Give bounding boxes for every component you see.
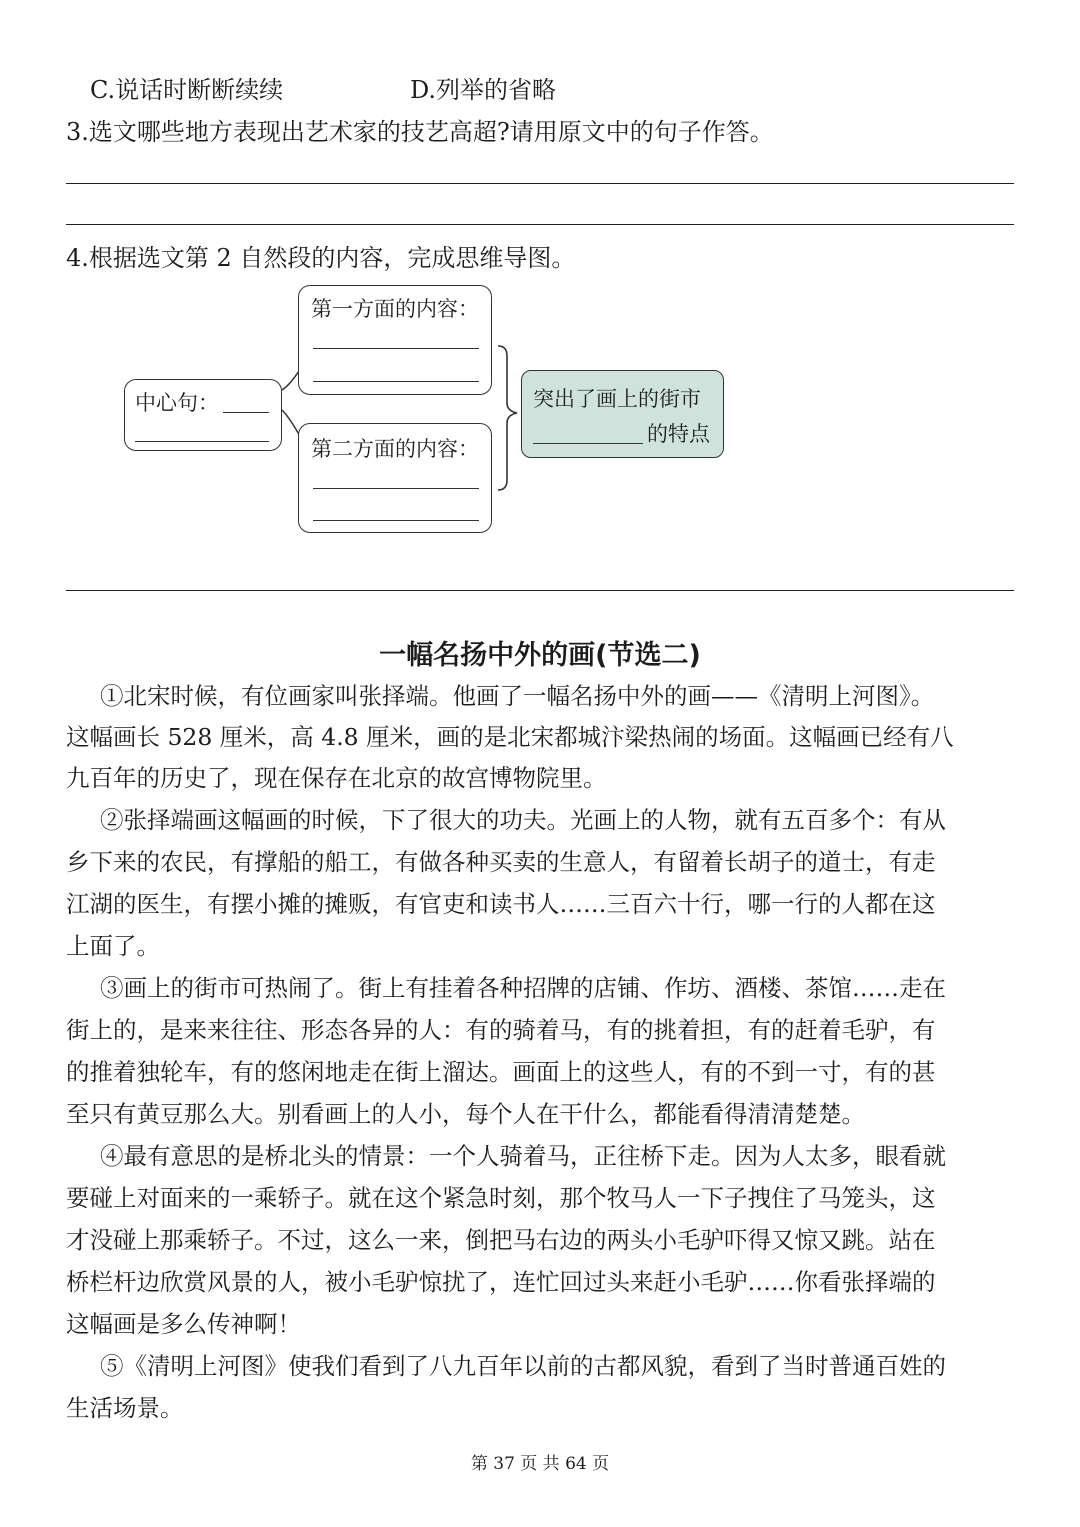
result-line-2-suffix: 的特点	[647, 422, 710, 446]
mind-map-connectors	[0, 0, 1080, 560]
passage-line: 桥栏杆边欣赏风景的人，被小毛驴惊扰了，连忙回过头来赶小毛驴……你看张择端的	[66, 1268, 936, 1296]
passage-line: 乡下来的农民，有撑船的船工，有做各种买卖的生意人，有留着长胡子的道士，有走	[66, 848, 936, 876]
passage-line: 至只有黄豆那么大。别看画上的人小，每个人在干什么，都能看得清清楚楚。	[66, 1100, 865, 1128]
passage-line: ②张择端画这幅画的时候，下了很大的功夫。光画上的人物，就有五百多个：有从	[100, 806, 946, 834]
passage-line: 才没碰上那乘轿子。不过，这么一来，倒把马右边的两头小毛驴吓得又惊又跳。站在	[66, 1226, 936, 1254]
passage-line: 江湖的医生，有摆小摊的摊贩，有官吏和读书人……三百六十行，哪一行的人都在这	[66, 890, 936, 918]
passage-line: ⑤《清明上河图》使我们看到了八九百年以前的古都风貌，看到了当时普通百姓的	[100, 1352, 946, 1380]
passage-line: 这幅画是多么传神啊！	[66, 1310, 301, 1338]
passage-line: 要碰上对面来的一乘轿子。就在这个紧急时刻，那个牧马人一下子拽住了马笼头，这	[66, 1184, 936, 1212]
result-blank[interactable]	[533, 443, 643, 444]
passage-line: 生活场景。	[66, 1394, 184, 1422]
result-box	[521, 370, 724, 458]
passage-line: 这幅画长 528 厘米，高 4.8 厘米，画的是北宋都城汴梁热闹的场面。这幅画已经有八	[66, 723, 954, 751]
option-d: D.列举的省略	[410, 76, 557, 104]
passage-line: ③画上的街市可热闹了。街上有挂着各种招牌的店铺、作坊、酒楼、茶馆……走在	[100, 974, 946, 1002]
passage-title: 一幅名扬中外的画(节选二)	[379, 640, 701, 671]
first-aspect-box	[298, 285, 492, 395]
center-blank-2[interactable]	[135, 441, 269, 442]
passage-line: ①北宋时候，有位画家叫张择端。他画了一幅名扬中外的画——《清明上河图》。	[100, 682, 935, 710]
page-footer: 第 37 页 共 64 页	[470, 1454, 610, 1474]
passage-line: 九百年的历史了，现在保存在北京的故宫博物院里。	[66, 764, 607, 792]
second-aspect-blank-1[interactable]	[313, 488, 479, 489]
center-sentence-label: 中心句：	[135, 391, 219, 415]
second-aspect-label: 第二方面的内容：	[311, 437, 479, 461]
passage-line: 上面了。	[66, 932, 160, 960]
question-3: 3.选文哪些地方表现出艺术家的技艺高超?请用原文中的句子作答。	[66, 118, 774, 146]
second-aspect-box	[298, 423, 492, 533]
passage-line: 街上的，是来来往往、形态各异的人：有的骑着马，有的挑着担，有的赶着毛驴，有	[66, 1016, 936, 1044]
center-sentence-box	[124, 379, 282, 451]
first-aspect-blank-1[interactable]	[313, 348, 479, 349]
second-aspect-blank-2[interactable]	[313, 520, 479, 521]
option-c: C.说话时断断续续	[90, 76, 284, 104]
section-divider	[66, 590, 1014, 591]
center-blank-1[interactable]	[223, 412, 269, 413]
first-aspect-label: 第一方面的内容：	[311, 297, 479, 321]
first-aspect-blank-2[interactable]	[313, 381, 479, 382]
passage-line: ④最有意思的是桥北头的情景：一个人骑着马，正往桥下走。因为人太多，眼看就	[100, 1142, 946, 1170]
result-line-1: 突出了画上的街市	[533, 387, 701, 411]
passage-line: 的推着独轮车，有的悠闲地走在街上溜达。画面上的这些人，有的不到一寸，有的甚	[66, 1058, 936, 1086]
question-4: 4.根据选文第 2 自然段的内容，完成思维导图。	[66, 244, 576, 272]
